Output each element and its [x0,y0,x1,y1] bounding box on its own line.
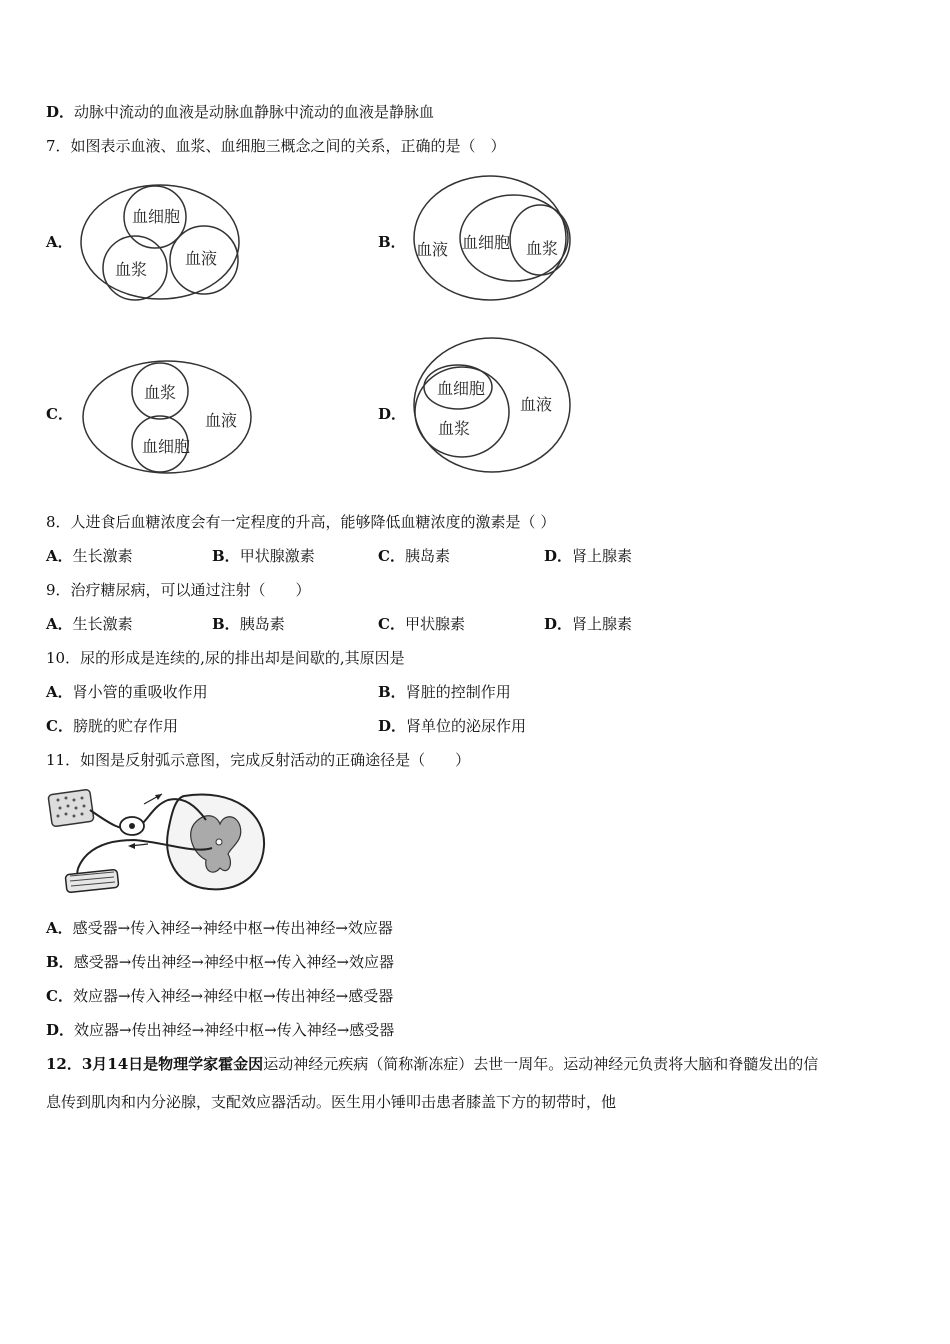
q7-b-cells-text: 血细胞 [462,233,511,252]
q7-d-blood-text: 血液 [520,395,553,414]
q9-option-a: A．生长激素 [46,615,133,633]
q11-option-c: C．效应器→传入神经→神经中枢→传出神经→感受器 [46,987,394,1005]
q7-a-blood-text: 血液 [185,249,218,268]
q12-line-2: 息传到肌肉和内分泌腺，支配效应器活动。医生用小锤叩击患者膝盖下方的韧带时，他 [46,1093,617,1111]
q9-option-b: B．胰岛素 [212,615,285,633]
reflex-arc-diagram [44,784,268,900]
q7-c-plasma-text: 血浆 [144,383,177,402]
q7-label-d: D． [378,405,407,423]
q7-c-cells-text: 血细胞 [142,437,191,456]
q6-option-d-text: 动脉中流动的血液是动脉血静脉中流动的血液是静脉血 [74,103,435,121]
q11-stem: 11．如图是反射弧示意图，完成反射活动的正确途径是（ ） [46,751,471,769]
q8-option-c: C．胰岛素 [378,547,450,565]
q7-a-plasma-text: 血浆 [115,260,148,279]
q9-option-c: C．甲状腺素 [378,615,465,633]
q10-stem: 10．尿的形成是连续的,尿的排出却是间歇的,其原因是 [46,649,405,667]
q8-option-d: D．肾上腺素 [544,547,633,565]
q12-line-1-rest: 运动神经元疾病（简称渐冻症）去世一周年。运动神经元负责将大脑和脊髓发出的信 [263,1055,819,1073]
q7-diagram-d [410,334,576,476]
q8-option-a: A．生长激素 [46,547,133,565]
q7-diagram-b [410,172,576,306]
q7-b-blood-text: 血液 [416,240,449,259]
q7-d-plasma-text: 血浆 [438,419,471,438]
spinal-cord-section [167,795,264,890]
q12-lead: 12．3月14日是物理学家霍金因 [46,1055,264,1073]
q9-option-d: D．肾上腺素 [544,615,633,633]
q11-option-b: B．感受器→传出神经→神经中枢→传入神经→效应器 [46,953,394,971]
q12-line-1 [46,1054,818,1074]
q10-option-d: D．肾单位的泌尿作用 [378,717,527,735]
q7-c-blood-text: 血液 [205,411,238,430]
q6-option-d-label: D． [46,103,75,121]
q7-label-c: C． [46,405,73,423]
q7-b-plasma-text: 血浆 [526,239,559,258]
q7-d-cells-text: 血细胞 [437,379,486,398]
q10-option-a: A．肾小管的重吸收作用 [46,683,208,701]
q10-option-b: B．肾脏的控制作用 [378,683,511,701]
q6-option-d [46,102,434,122]
effector-muscle [65,869,119,892]
q11-option-d: D．效应器→传出神经→神经中枢→传入神经→感受器 [46,1021,395,1039]
q7-label-b: B． [378,233,406,251]
q7-a-cells-text: 血细胞 [132,207,181,226]
q10-option-c: C．膀胱的贮存作用 [46,717,178,735]
q9-stem: 9．治疗糖尿病，可以通过注射（ ） [46,581,311,599]
q7-diagram-a [78,182,244,302]
q7-diagram-c [80,358,256,476]
q7-label-a: A． [46,233,73,251]
q8-option-b: B．甲状腺激素 [212,547,315,565]
receptor-skin-patch [48,789,94,827]
q11-option-a: A．感受器→传入神经→神经中枢→传出神经→效应器 [46,919,393,937]
q8-stem: 8．人进食后血糖浓度会有一定程度的升高，能够降低血糖浓度的激素是（ ） [46,513,556,531]
q7-stem: 7．如图表示血液、血浆、血细胞三概念之间的关系，正确的是（ ） [46,137,506,155]
